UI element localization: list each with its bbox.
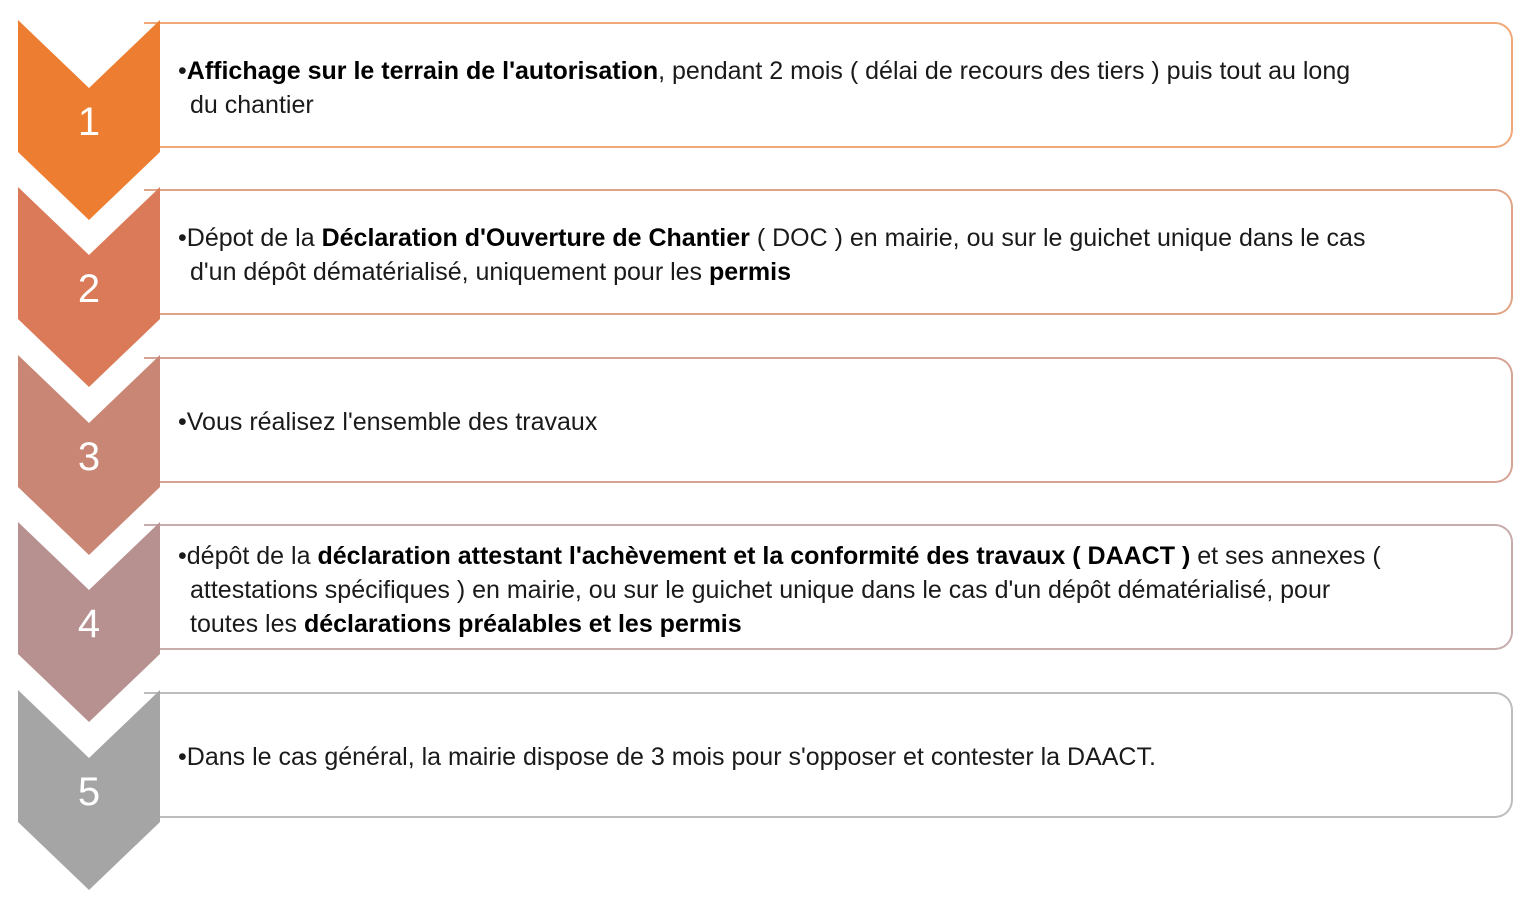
text-line bbox=[178, 740, 1508, 774]
text-segment: ( DOC ) en mairie, ou sur le guichet unique dans le cas bbox=[749, 224, 1366, 252]
step-number: 5 bbox=[77, 770, 101, 814]
step-text bbox=[178, 740, 1508, 774]
text-segment: Déclaration d'Ouverture de Chantier bbox=[321, 224, 750, 252]
step-number: 2 bbox=[77, 267, 101, 311]
text-line bbox=[178, 405, 1508, 439]
text-segment: attestations spécifiques ) en mairie, ou sur le guichet unique dans le cas d'un dépôt dématérialisé, pour bbox=[190, 576, 1331, 604]
text-line bbox=[178, 539, 1508, 573]
text-segment: toutes les bbox=[190, 610, 304, 638]
text-line bbox=[178, 573, 1508, 607]
text-segment: , pendant 2 mois ( délai de recours des tiers ) puis tout au long bbox=[658, 57, 1351, 85]
text-segment: déclaration attestant l'achèvement et la conformité des travaux ( DAACT ) bbox=[317, 542, 1191, 570]
text-line bbox=[178, 54, 1508, 88]
text-segment: d'un dépôt dématérialisé, uniquement pour les bbox=[190, 258, 709, 286]
text-segment: • bbox=[178, 743, 187, 771]
step-text bbox=[178, 539, 1508, 641]
text-segment: du chantier bbox=[190, 91, 314, 119]
text-line bbox=[178, 88, 1508, 122]
text-segment: et ses annexes ( bbox=[1190, 542, 1381, 570]
text-line bbox=[178, 221, 1508, 255]
text-segment: • bbox=[178, 57, 187, 85]
step-text bbox=[178, 221, 1508, 289]
text-segment: dépôt de la bbox=[186, 542, 318, 570]
step-text bbox=[178, 405, 1508, 439]
text-line bbox=[178, 607, 1508, 641]
text-segment: Dans le cas général, la mairie dispose de 3 mois pour s'opposer et contester la DAACT. bbox=[186, 743, 1156, 771]
text-segment: • bbox=[178, 408, 187, 436]
step-number: 4 bbox=[77, 602, 101, 646]
text-segment: permis bbox=[709, 258, 791, 286]
text-segment: Vous réalisez l'ensemble des travaux bbox=[186, 408, 598, 436]
text-segment: déclarations préalables et les permis bbox=[303, 610, 742, 638]
text-line bbox=[178, 255, 1508, 289]
text-segment: • bbox=[178, 224, 187, 252]
text-segment: • bbox=[178, 542, 187, 570]
step-5 bbox=[0, 690, 1536, 890]
step-number: 1 bbox=[77, 100, 101, 144]
step-text bbox=[178, 54, 1508, 122]
text-segment: Dépot de la bbox=[186, 224, 322, 252]
text-segment: Affichage sur le terrain de l'autorisation bbox=[186, 57, 659, 85]
step-number: 3 bbox=[77, 435, 101, 479]
